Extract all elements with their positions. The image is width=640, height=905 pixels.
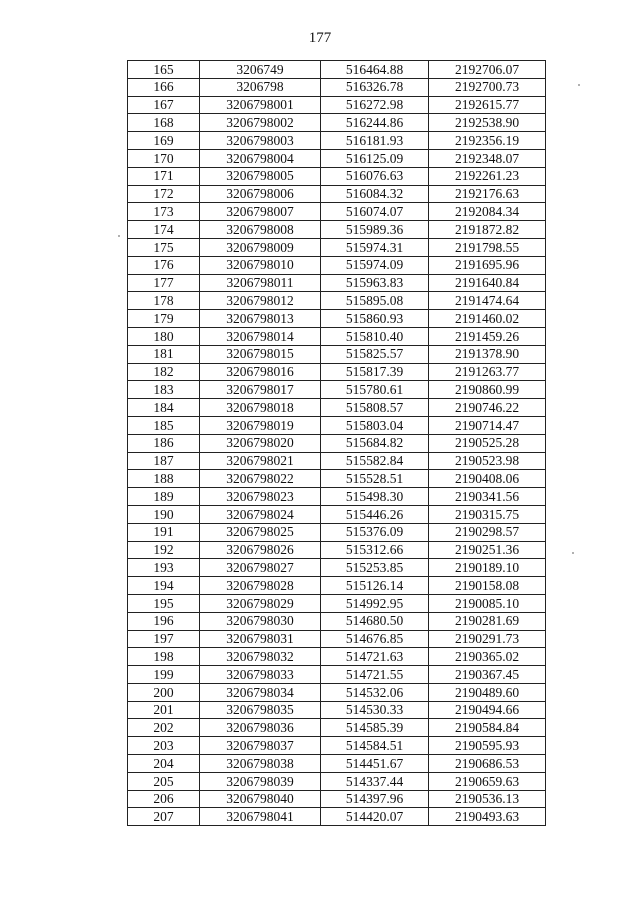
x-coordinate-cell: 515817.39 — [321, 363, 429, 381]
point-number-cell: 193 — [128, 559, 200, 577]
point-number-cell: 166 — [128, 78, 200, 96]
table-row — [128, 345, 546, 363]
point-number-cell: 167 — [128, 96, 200, 114]
point-code-cell: 3206798004 — [200, 149, 321, 167]
point-code-cell: 3206798027 — [200, 559, 321, 577]
point-number-cell: 201 — [128, 701, 200, 719]
table-row — [128, 114, 546, 132]
x-coordinate-cell: 515974.09 — [321, 256, 429, 274]
y-coordinate-cell: 2190860.99 — [429, 381, 546, 399]
point-number-cell: 192 — [128, 541, 200, 559]
point-code-cell: 3206798022 — [200, 470, 321, 488]
y-coordinate-cell: 2190085.10 — [429, 594, 546, 612]
table-row — [128, 666, 546, 684]
x-coordinate-cell: 515808.57 — [321, 399, 429, 417]
table-row — [128, 256, 546, 274]
y-coordinate-cell: 2191640.84 — [429, 274, 546, 292]
scan-speck — [578, 84, 580, 86]
table-row — [128, 701, 546, 719]
point-number-cell: 185 — [128, 416, 200, 434]
point-number-cell: 196 — [128, 612, 200, 630]
point-code-cell: 3206798037 — [200, 737, 321, 755]
x-coordinate-cell: 515312.66 — [321, 541, 429, 559]
x-coordinate-cell: 515376.09 — [321, 523, 429, 541]
point-number-cell: 174 — [128, 221, 200, 239]
point-number-cell: 182 — [128, 363, 200, 381]
x-coordinate-cell: 516464.88 — [321, 61, 429, 79]
point-code-cell: 3206798012 — [200, 292, 321, 310]
table-row — [128, 630, 546, 648]
y-coordinate-cell: 2190686.53 — [429, 755, 546, 773]
point-code-cell: 3206798026 — [200, 541, 321, 559]
table-row — [128, 470, 546, 488]
point-code-cell: 3206798013 — [200, 310, 321, 328]
x-coordinate-cell: 516244.86 — [321, 114, 429, 132]
x-coordinate-cell: 514451.67 — [321, 755, 429, 773]
y-coordinate-cell: 2192176.63 — [429, 185, 546, 203]
y-coordinate-cell: 2191263.77 — [429, 363, 546, 381]
point-number-cell: 165 — [128, 61, 200, 79]
y-coordinate-cell: 2190408.06 — [429, 470, 546, 488]
point-code-cell: 3206749 — [200, 61, 321, 79]
y-coordinate-cell: 2190315.75 — [429, 505, 546, 523]
x-coordinate-cell: 515582.84 — [321, 452, 429, 470]
x-coordinate-cell: 514420.07 — [321, 808, 429, 826]
x-coordinate-cell: 515974.31 — [321, 238, 429, 256]
y-coordinate-cell: 2192348.07 — [429, 149, 546, 167]
point-number-cell: 173 — [128, 203, 200, 221]
x-coordinate-cell: 515860.93 — [321, 310, 429, 328]
y-coordinate-cell: 2190536.13 — [429, 790, 546, 808]
table-row — [128, 167, 546, 185]
y-coordinate-cell: 2190489.60 — [429, 683, 546, 701]
point-number-cell: 177 — [128, 274, 200, 292]
table-row — [128, 790, 546, 808]
table-row — [128, 132, 546, 150]
point-code-cell: 3206798008 — [200, 221, 321, 239]
point-number-cell: 181 — [128, 345, 200, 363]
point-code-cell: 3206798006 — [200, 185, 321, 203]
y-coordinate-cell: 2192615.77 — [429, 96, 546, 114]
point-number-cell: 187 — [128, 452, 200, 470]
x-coordinate-cell: 514680.50 — [321, 612, 429, 630]
y-coordinate-cell: 2190584.84 — [429, 719, 546, 737]
table-row — [128, 577, 546, 595]
point-code-cell: 3206798003 — [200, 132, 321, 150]
y-coordinate-cell: 2190298.57 — [429, 523, 546, 541]
table-row — [128, 221, 546, 239]
x-coordinate-cell: 515684.82 — [321, 434, 429, 452]
point-number-cell: 197 — [128, 630, 200, 648]
table-row — [128, 755, 546, 773]
x-coordinate-cell: 516181.93 — [321, 132, 429, 150]
y-coordinate-cell: 2192706.07 — [429, 61, 546, 79]
point-number-cell: 199 — [128, 666, 200, 684]
x-coordinate-cell: 514584.51 — [321, 737, 429, 755]
point-code-cell: 3206798039 — [200, 772, 321, 790]
x-coordinate-cell: 515825.57 — [321, 345, 429, 363]
y-coordinate-cell: 2190659.63 — [429, 772, 546, 790]
y-coordinate-cell: 2190189.10 — [429, 559, 546, 577]
point-code-cell: 3206798033 — [200, 666, 321, 684]
y-coordinate-cell: 2191474.64 — [429, 292, 546, 310]
y-coordinate-cell: 2190281.69 — [429, 612, 546, 630]
point-code-cell: 3206798009 — [200, 238, 321, 256]
x-coordinate-cell: 514397.96 — [321, 790, 429, 808]
table-row — [128, 737, 546, 755]
x-coordinate-cell: 514532.06 — [321, 683, 429, 701]
point-code-cell: 3206798002 — [200, 114, 321, 132]
y-coordinate-cell: 2191798.55 — [429, 238, 546, 256]
point-number-cell: 170 — [128, 149, 200, 167]
point-code-cell: 3206798029 — [200, 594, 321, 612]
point-number-cell: 190 — [128, 505, 200, 523]
table-row — [128, 488, 546, 506]
point-code-cell: 3206798030 — [200, 612, 321, 630]
point-code-cell: 3206798032 — [200, 648, 321, 666]
y-coordinate-cell: 2190493.63 — [429, 808, 546, 826]
x-coordinate-cell: 516084.32 — [321, 185, 429, 203]
point-code-cell: 3206798041 — [200, 808, 321, 826]
point-number-cell: 184 — [128, 399, 200, 417]
table-row — [128, 683, 546, 701]
point-number-cell: 176 — [128, 256, 200, 274]
table-row — [128, 96, 546, 114]
point-number-cell: 179 — [128, 310, 200, 328]
y-coordinate-cell: 2191378.90 — [429, 345, 546, 363]
table-row — [128, 559, 546, 577]
table-row — [128, 78, 546, 96]
x-coordinate-cell: 515989.36 — [321, 221, 429, 239]
point-code-cell: 3206798021 — [200, 452, 321, 470]
table-row — [128, 203, 546, 221]
point-number-cell: 180 — [128, 327, 200, 345]
point-number-cell: 203 — [128, 737, 200, 755]
y-coordinate-cell: 2190595.93 — [429, 737, 546, 755]
point-code-cell: 3206798005 — [200, 167, 321, 185]
y-coordinate-cell: 2190525.28 — [429, 434, 546, 452]
x-coordinate-cell: 515810.40 — [321, 327, 429, 345]
point-code-cell: 3206798001 — [200, 96, 321, 114]
y-coordinate-cell: 2190367.45 — [429, 666, 546, 684]
y-coordinate-cell: 2191695.96 — [429, 256, 546, 274]
point-code-cell: 3206798010 — [200, 256, 321, 274]
x-coordinate-cell: 515498.30 — [321, 488, 429, 506]
point-number-cell: 194 — [128, 577, 200, 595]
x-coordinate-cell: 515446.26 — [321, 505, 429, 523]
table-row — [128, 61, 546, 79]
table-row — [128, 434, 546, 452]
x-coordinate-cell: 514676.85 — [321, 630, 429, 648]
table-row — [128, 541, 546, 559]
point-number-cell: 172 — [128, 185, 200, 203]
x-coordinate-cell: 516272.98 — [321, 96, 429, 114]
point-number-cell: 202 — [128, 719, 200, 737]
point-number-cell: 186 — [128, 434, 200, 452]
y-coordinate-cell: 2192261.23 — [429, 167, 546, 185]
point-number-cell: 171 — [128, 167, 200, 185]
point-code-cell: 3206798011 — [200, 274, 321, 292]
table-row — [128, 149, 546, 167]
x-coordinate-cell: 514585.39 — [321, 719, 429, 737]
x-coordinate-cell: 514721.55 — [321, 666, 429, 684]
y-coordinate-cell: 2192700.73 — [429, 78, 546, 96]
table-row — [128, 772, 546, 790]
point-code-cell: 3206798020 — [200, 434, 321, 452]
point-code-cell: 3206798019 — [200, 416, 321, 434]
point-number-cell: 191 — [128, 523, 200, 541]
x-coordinate-cell: 515803.04 — [321, 416, 429, 434]
y-coordinate-cell: 2190291.73 — [429, 630, 546, 648]
x-coordinate-cell: 515780.61 — [321, 381, 429, 399]
table-row — [128, 416, 546, 434]
point-code-cell: 3206798024 — [200, 505, 321, 523]
table-row — [128, 185, 546, 203]
y-coordinate-cell: 2191872.82 — [429, 221, 546, 239]
point-code-cell: 3206798038 — [200, 755, 321, 773]
point-code-cell: 3206798036 — [200, 719, 321, 737]
point-number-cell: 168 — [128, 114, 200, 132]
table-row — [128, 523, 546, 541]
table-row — [128, 719, 546, 737]
point-code-cell: 3206798034 — [200, 683, 321, 701]
table-row — [128, 399, 546, 417]
table-row — [128, 808, 546, 826]
point-code-cell: 3206798014 — [200, 327, 321, 345]
point-code-cell: 3206798035 — [200, 701, 321, 719]
coordinates-table-body — [128, 61, 546, 826]
table-row — [128, 274, 546, 292]
table-row — [128, 310, 546, 328]
scan-speck — [572, 552, 574, 554]
x-coordinate-cell: 516076.63 — [321, 167, 429, 185]
table-row — [128, 363, 546, 381]
y-coordinate-cell: 2190746.22 — [429, 399, 546, 417]
y-coordinate-cell: 2192084.34 — [429, 203, 546, 221]
point-number-cell: 207 — [128, 808, 200, 826]
x-coordinate-cell: 515963.83 — [321, 274, 429, 292]
y-coordinate-cell: 2190365.02 — [429, 648, 546, 666]
point-code-cell: 3206798028 — [200, 577, 321, 595]
x-coordinate-cell: 514721.63 — [321, 648, 429, 666]
table-row — [128, 612, 546, 630]
table-row — [128, 327, 546, 345]
point-code-cell: 3206798017 — [200, 381, 321, 399]
point-number-cell: 178 — [128, 292, 200, 310]
point-number-cell: 175 — [128, 238, 200, 256]
y-coordinate-cell: 2190523.98 — [429, 452, 546, 470]
point-number-cell: 206 — [128, 790, 200, 808]
point-number-cell: 200 — [128, 683, 200, 701]
x-coordinate-cell: 515895.08 — [321, 292, 429, 310]
y-coordinate-cell: 2192538.90 — [429, 114, 546, 132]
point-code-cell: 3206798 — [200, 78, 321, 96]
table-row — [128, 292, 546, 310]
scan-speck — [118, 235, 120, 237]
table-row — [128, 594, 546, 612]
x-coordinate-cell: 516125.09 — [321, 149, 429, 167]
y-coordinate-cell: 2190714.47 — [429, 416, 546, 434]
x-coordinate-cell: 514992.95 — [321, 594, 429, 612]
point-number-cell: 183 — [128, 381, 200, 399]
point-code-cell: 3206798040 — [200, 790, 321, 808]
point-number-cell: 204 — [128, 755, 200, 773]
table-row — [128, 381, 546, 399]
point-code-cell: 3206798007 — [200, 203, 321, 221]
point-code-cell: 3206798016 — [200, 363, 321, 381]
point-number-cell: 198 — [128, 648, 200, 666]
point-number-cell: 188 — [128, 470, 200, 488]
table-row — [128, 238, 546, 256]
point-code-cell: 3206798015 — [200, 345, 321, 363]
y-coordinate-cell: 2190251.36 — [429, 541, 546, 559]
table-row — [128, 505, 546, 523]
y-coordinate-cell: 2190341.56 — [429, 488, 546, 506]
point-number-cell: 195 — [128, 594, 200, 612]
x-coordinate-cell: 515126.14 — [321, 577, 429, 595]
point-number-cell: 189 — [128, 488, 200, 506]
x-coordinate-cell: 514337.44 — [321, 772, 429, 790]
point-code-cell: 3206798018 — [200, 399, 321, 417]
point-code-cell: 3206798025 — [200, 523, 321, 541]
point-number-cell: 205 — [128, 772, 200, 790]
x-coordinate-cell: 515253.85 — [321, 559, 429, 577]
table-row — [128, 452, 546, 470]
x-coordinate-cell: 515528.51 — [321, 470, 429, 488]
point-code-cell: 3206798031 — [200, 630, 321, 648]
coordinates-table — [127, 60, 546, 826]
x-coordinate-cell: 514530.33 — [321, 701, 429, 719]
x-coordinate-cell: 516074.07 — [321, 203, 429, 221]
page-number: 177 — [308, 30, 332, 46]
table-row — [128, 648, 546, 666]
point-code-cell: 3206798023 — [200, 488, 321, 506]
y-coordinate-cell: 2190158.08 — [429, 577, 546, 595]
x-coordinate-cell: 516326.78 — [321, 78, 429, 96]
point-number-cell: 169 — [128, 132, 200, 150]
y-coordinate-cell: 2191460.02 — [429, 310, 546, 328]
y-coordinate-cell: 2190494.66 — [429, 701, 546, 719]
y-coordinate-cell: 2192356.19 — [429, 132, 546, 150]
y-coordinate-cell: 2191459.26 — [429, 327, 546, 345]
